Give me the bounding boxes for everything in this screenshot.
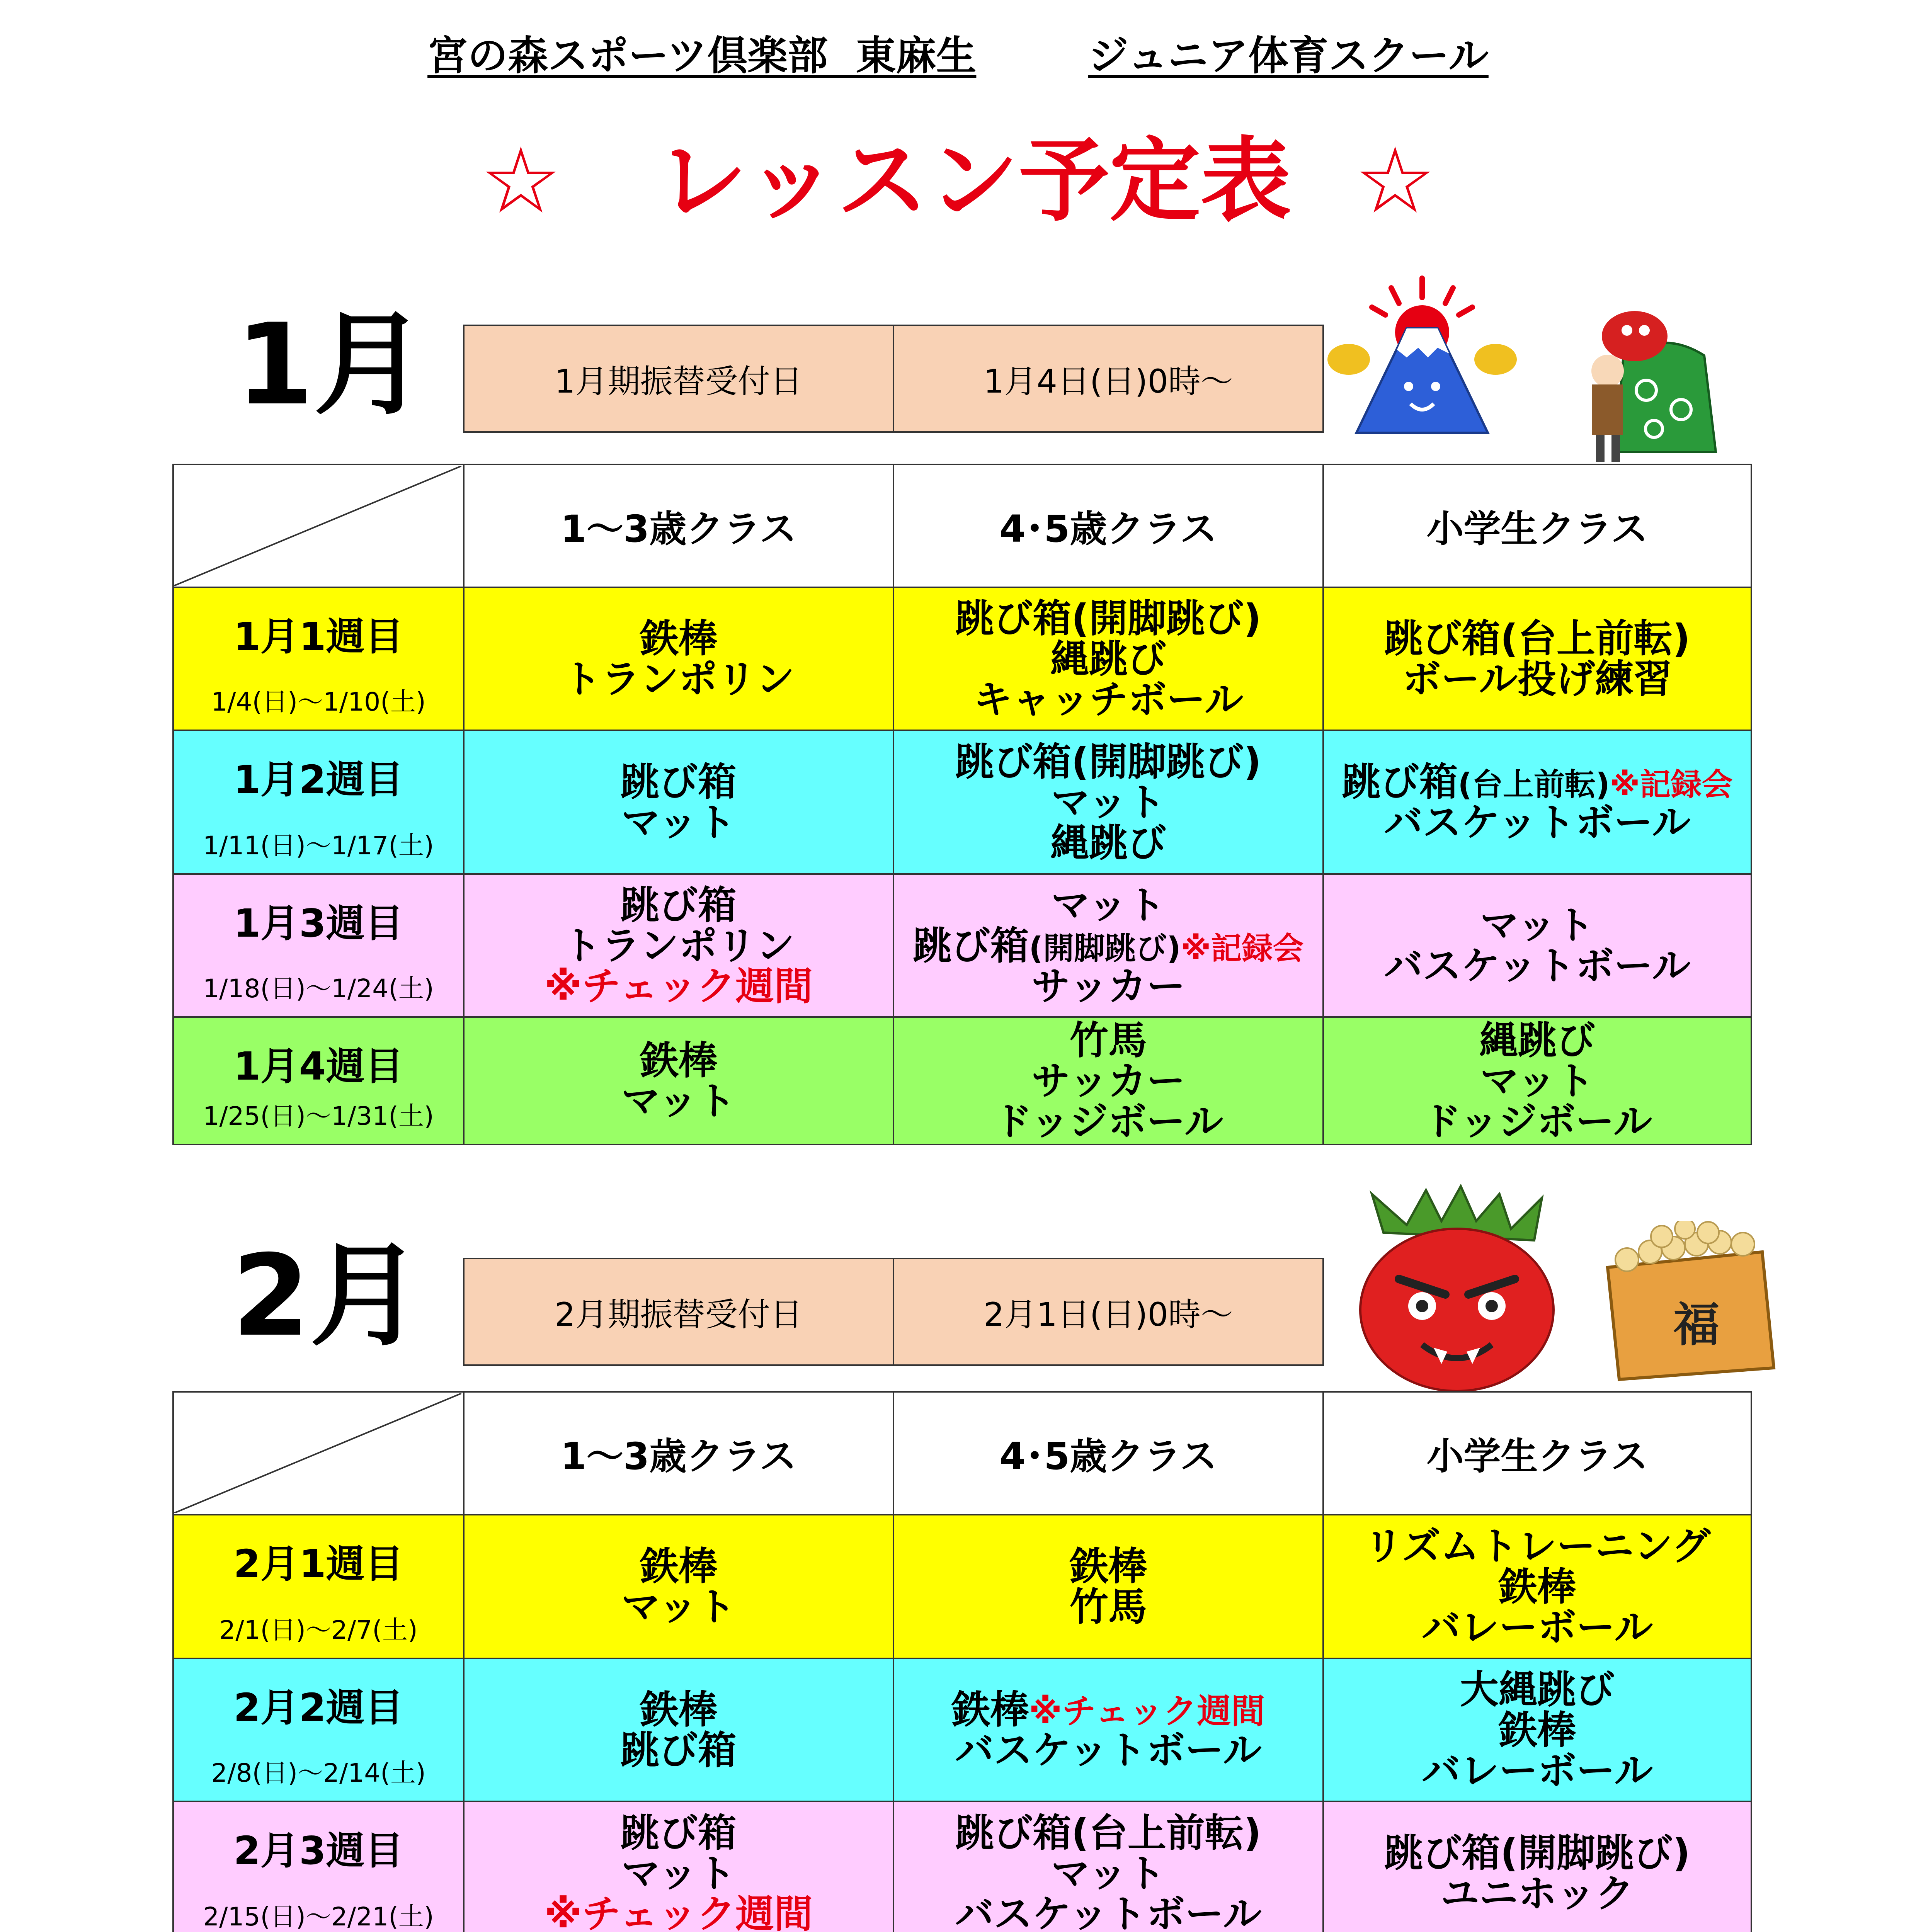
class-activity: 大縄跳び 鉄棒 バレーボール <box>1323 1658 1751 1801</box>
table-row <box>173 1658 1751 1801</box>
class-activity: 鉄棒 マット <box>464 1515 893 1658</box>
week-cell <box>173 1801 464 1932</box>
column-header: 小学生クラス <box>1323 1392 1751 1515</box>
week-range: 1/4(日)～1/10(土) <box>211 687 426 717</box>
week-cell <box>173 587 464 730</box>
schedule-table-jan <box>172 464 1752 1145</box>
class-activity: リズムトレーニング 鉄棒 バレーボール <box>1323 1515 1751 1658</box>
table-corner <box>173 1392 464 1515</box>
week-name: 1月4週目 <box>233 1044 403 1089</box>
table-row <box>173 1515 1751 1658</box>
class-activity: 跳び箱(台上前転) マット バスケットボール <box>893 1801 1323 1932</box>
schedule-table-feb <box>172 1391 1752 1932</box>
header-line <box>0 23 1916 81</box>
week-cell <box>173 874 464 1017</box>
check-week-note: ※チェック週間 <box>1029 1691 1265 1731</box>
month-label-jan: 1月 <box>236 300 426 430</box>
table-corner <box>173 464 464 587</box>
class-activity: 竹馬 サッカー ドッジボール <box>893 1017 1323 1145</box>
class-activity: 跳び箱 マット ※チェック週間 <box>464 1801 893 1932</box>
check-week-note: ※チェック週間 <box>544 963 813 1009</box>
check-week-note: ※チェック週間 <box>544 1891 813 1932</box>
class-activity: 鉄棒※チェック週間 バスケットボール <box>893 1658 1323 1801</box>
class-activity: 鉄棒 マット <box>464 1017 893 1145</box>
class-activity: 跳び箱 トランポリン ※チェック週間 <box>464 874 893 1017</box>
class-activity: 跳び箱(台上前転)※記録会 バスケットボール <box>1323 730 1751 874</box>
table-row <box>173 874 1751 1017</box>
page-title: ☆ レッスン予定表 ☆ <box>480 128 1436 234</box>
class-activity: 跳び箱(開脚跳び) マット 縄跳び <box>893 730 1323 874</box>
week-cell <box>173 1017 464 1145</box>
class-activity: 縄跳び マット ドッジボール <box>1323 1017 1751 1145</box>
corner-diagonal <box>174 466 461 586</box>
transfer-box-jan <box>463 325 1324 433</box>
table-row <box>173 1801 1751 1932</box>
class-activity: 跳び箱(開脚跳び) 縄跳び キャッチボール <box>893 587 1323 730</box>
mount-fuji-illustration <box>1326 270 1519 448</box>
week-range: 1/25(日)～1/31(土) <box>203 1101 434 1131</box>
corner-diagonal <box>174 1393 461 1513</box>
class-activity: 跳び箱(開脚跳び) ユニホック <box>1323 1801 1751 1932</box>
column-header: 1～3歳クラス <box>464 464 893 587</box>
week-name: 1月3週目 <box>233 901 403 946</box>
week-range: 1/11(日)～1/17(土) <box>203 831 434 861</box>
transfer-date-jan: 1月4日(日)0時～ <box>984 362 1233 400</box>
class-activity: 跳び箱 マット <box>464 730 893 874</box>
table-row <box>173 1017 1751 1145</box>
week-range: 2/8(日)～2/14(土) <box>211 1758 426 1788</box>
transfer-date-feb: 2月1日(日)0時～ <box>984 1295 1233 1333</box>
table-row <box>173 587 1751 730</box>
week-name: 2月1週目 <box>233 1541 403 1587</box>
column-header: 1～3歳クラス <box>464 1392 893 1515</box>
week-range: 2/1(日)～2/7(土) <box>219 1615 418 1645</box>
class-activity: 鉄棒 跳び箱 <box>464 1658 893 1801</box>
week-cell <box>173 1658 464 1801</box>
week-name: 1月2週目 <box>233 757 403 802</box>
week-range: 1/18(日)～1/24(土) <box>203 974 434 1003</box>
school-name: ジュニア体育スクール <box>1088 32 1489 79</box>
club-name: 宮の森スポーツ倶楽部 東麻生 <box>427 32 977 79</box>
lucky-beans-masu-illustration <box>1592 1221 1785 1391</box>
table-row <box>173 730 1751 874</box>
column-header: 4･5歳クラス <box>893 1392 1323 1515</box>
masu-label: 福 <box>1673 1298 1720 1352</box>
column-header: 4･5歳クラス <box>893 464 1323 587</box>
week-cell <box>173 730 464 874</box>
class-activity: 跳び箱(台上前転) ボール投げ練習 <box>1323 587 1751 730</box>
class-activity: 鉄棒 竹馬 <box>893 1515 1323 1658</box>
record-meet-note: ※記録会 <box>1181 930 1304 966</box>
record-meet-note: ※記録会 <box>1610 767 1733 803</box>
week-name: 2月2週目 <box>233 1685 403 1730</box>
column-header: 小学生クラス <box>1323 464 1751 587</box>
oni-demon-illustration <box>1337 1182 1577 1399</box>
week-range: 2/15(日)～2/21(土) <box>203 1902 434 1932</box>
week-name: 1月1週目 <box>233 614 403 659</box>
week-name: 2月3週目 <box>233 1828 403 1873</box>
class-activity: マット バスケットボール <box>1323 874 1751 1017</box>
transfer-label-jan: 1月期振替受付日 <box>465 326 894 431</box>
class-activity: 鉄棒 トランポリン <box>464 587 893 730</box>
week-cell <box>173 1515 464 1658</box>
lion-dance-illustration <box>1577 305 1747 468</box>
transfer-label-feb: 2月期振替受付日 <box>465 1259 894 1364</box>
transfer-box-feb <box>463 1258 1324 1366</box>
class-activity: マット 跳び箱(開脚跳び)※記録会 サッカー <box>893 874 1323 1017</box>
month-label-feb: 2月 <box>232 1231 422 1361</box>
